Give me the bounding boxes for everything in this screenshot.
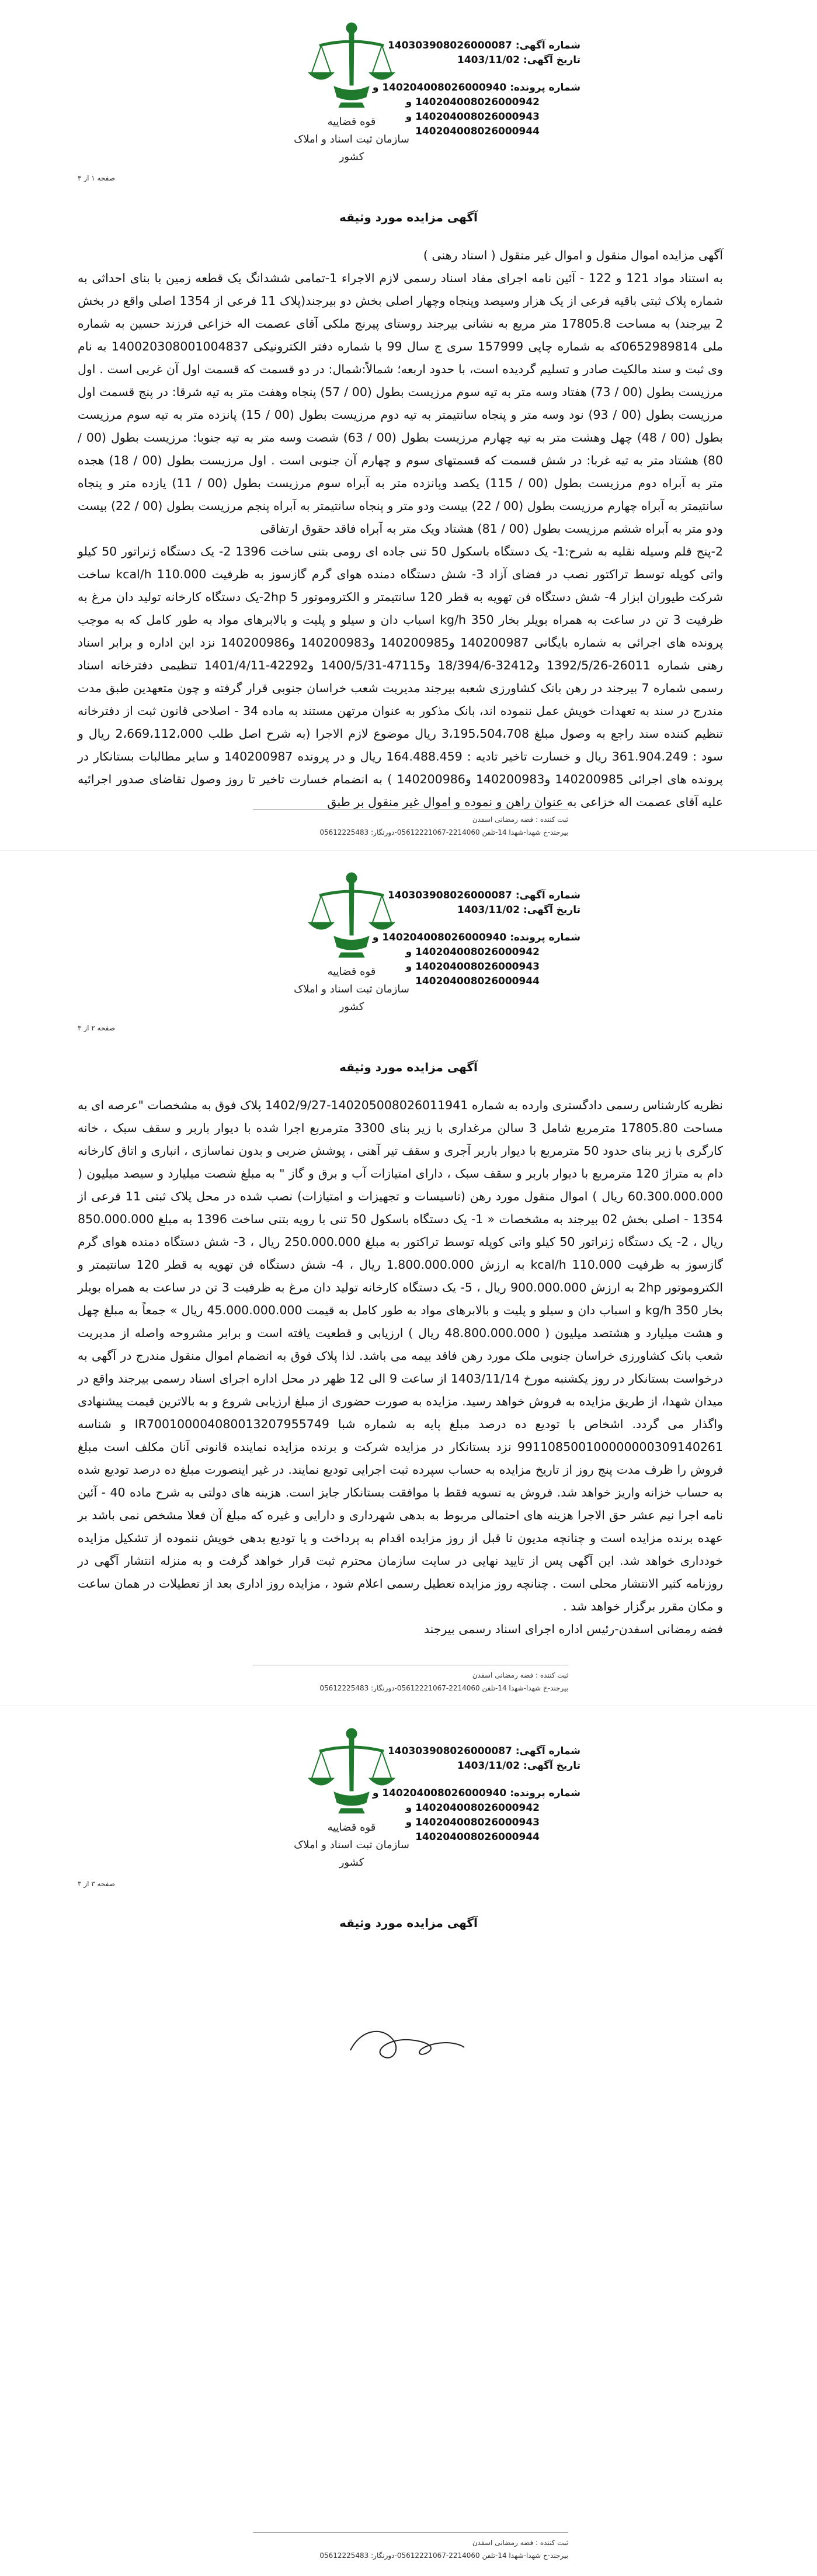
page-number: صفحه ۳ از ۳ <box>78 1880 115 1888</box>
footer-address: بیرجند-خ شهدا-شهدا 14-تلفن 2214060-05612221067-دورنگار: 05612225483 <box>319 2551 568 2560</box>
notice-date: 1403/11/02 <box>457 54 520 66</box>
file-no: 140204008026000940 و <box>372 82 507 93</box>
judiciary-label: قوه قضاییه <box>327 966 376 978</box>
notice-no: 140303908026000087 <box>387 890 512 901</box>
file-no: 140204008026000940 و <box>372 932 507 943</box>
footer-address: بیرجند-خ شهدا-شهدا 14-تلفن 2214060-05612221067-دورنگار: 05612225483 <box>319 1684 568 1692</box>
signature-icon <box>339 2015 479 2079</box>
notice-title: آگهی مزایده مورد وثیقه <box>339 1060 478 1074</box>
signature <box>339 2015 479 2079</box>
judiciary-label: قوه قضاییه <box>327 1821 376 1834</box>
page-2 <box>0 850 817 1706</box>
footer-address: بیرجند-خ شهدا-شهدا 14-تلفن 2214060-05612221067-دورنگار: 05612225483 <box>319 828 568 836</box>
file-no: 140204008026000943 و <box>405 961 540 973</box>
file-no: 140204008026000944 <box>415 1831 540 1843</box>
page-1 <box>0 0 817 850</box>
header <box>0 1721 817 1896</box>
notice-meta <box>373 39 580 139</box>
file-no: 140204008026000944 <box>415 975 540 987</box>
notice-date-label: تاریخ آگهی: <box>523 904 580 916</box>
file-no: 140204008026000944 <box>415 126 540 137</box>
page-number: صفحه ۲ از ۳ <box>78 1024 115 1032</box>
org-name: سازمان ثبت اسناد و املاک کشور <box>294 983 409 1013</box>
notice-title: آگهی مزایده مورد وثیقه <box>339 210 478 224</box>
footer <box>253 809 568 839</box>
file-no: 140204008026000942 و <box>405 1802 540 1814</box>
file-no-label: شماره پرونده: <box>510 82 580 93</box>
file-no: 140204008026000940 و <box>372 1787 507 1799</box>
header <box>0 865 817 1040</box>
file-no-label: شماره پرونده: <box>510 932 580 943</box>
notice-no: 140303908026000087 <box>387 40 512 51</box>
footer-registrar: ثبت کننده : فضه رمضانی اسفدن <box>472 1671 568 1679</box>
file-no: 140204008026000943 و <box>405 1817 540 1828</box>
notice-body: نظریه کارشناس رسمی دادگستری وارده به شماره 140205008026011941-1402/9/27 پلاک فوق به مشخصات "عرصه ای به مساحت 17805.80 مترمربع شامل 3 سالن مرغداری با زیر بنای 3300 مترمربع اجرا شده با دیوار باربر و سقف سبک ، خانه کارگری با زیر بنای حدود 50 مترمربع با دیوار باربر آجری و سقف تیر آهنی ، پوشش ضربی و بدون نماسازی ، انباری و اتاق کارخانه دام به متراژ 120 مترمربع با دیوار باربر و سقف سبک ، دارای امتیازات آب و برق و گاز " به مبلغ شصت میلیارد و سیصد میلیون ( 60.300.000.000 ریال ) اموال منقول مورد رهن (تاسیسات و تجهیزات و امتیازات) نصب شده در محل پلاک ثبتی 11 فرعی از 1354 - اصلی بخش 02 بیرجند به مشخصات « 1- یک دستگاه باسکول 50 تنی با رویه بتنی ساخت 1396 به مبلغ 850.000.000 ریال ، 2- یک دستگاه ژنراتور 50 کیلو واتی کوپله توسط تراکتور به مبلغ 250.000.000 ریال ، 3- شش دستگاه دمنده هوای گرم گازسوز به ظرفیت 110.000 kcal/h به ارزش 1.800.000.000 ریال ، 4- شش دستگاه فن تهویه به قطر 120 سانتیمتر و الکتروموتور 2hp به ارزش 900.000.000 ریال ، 5- یک دستگاه کارخانه تولید دان مرغ به ظرفیت 3 تن در ساعت به همراه بویلر بخار 350 kg/h و اسباب دان و سیلو و پلیت و بالابرهای مواد به طور کامل به قیمت 45.000.000.000 ریال » جمعاً به مبلغ چهل و هشت میلیارد و هشتصد میلیون ( 48.800.000.000 ریال ) ارزیابی و قطعیت یافته است و برابر مشروحه واصله از مدیریت شعب بانک کشاورزی خراسان جنوبی ملک مورد رهن فاقد بیمه می باشد. لذا پلاک فوق به انضمام اموال منقول مندرج در آگهی به درخواست بستانکار در روز یکشنبه مورخ 1403/11/14 از ساعت 9 الی 12 ظهر در محل اداره اجرای اسناد رسمی بیرجند واقع در میدان شهدا، از طریق مزایده به فروش خواهد رسید. مزایده به صورت حضوری از مبلغ ارزیابی شروع و به بالاترین قیمت پیشنهادی واگذار می گردد. اشخاص با تودیع ده درصد مبلغ پایه به شماره شبا IR700100004080013207955749 و شناسه 991108500100000000309140261 نزد بستانکار در مزایده شرکت و برنده مزایده نماینده قانونی آنان مکلف است مبلغ فروش را ظرف مدت پنج روز از تاریخ مزایده به حساب سپرده ثبت اجرایی تودیع نمایند. در غیر اینصورت مبلغ ده درصد تودیع شده به حساب خزانه واریز خواهد شد. فروش به تسویه فقط با موافقت بستانکار جایز است. هزینه های دولتی به شرح ماده 40 - آئین نامه اجرا نیم عشر حق الاجرا هزینه های احتمالی مربوط به بدهی شهرداری و دارایی و غیره که مبلغ آن فعلا مشخص نمی باشد بر عهده برنده مزایده است و چنانچه مدیون تا قبل از روز مزایده اقدام به پرداخت و یا تودیع بدهی خویش ننموده از تشکیل مزایده خودداری خواهد شد. این آگهی پس از تایید نهایی در سایت سازمان محترم ثبت قرار خواهد گرفت و به منزله انتشار آگهی در روزنامه کثیر الانتشار محلی است . چنانچه روز مزایده تعطیل رسمی اعلام شود ، مزایده روز اداری بعد از تعطیلات در همان ساعت و مکان مقرر برگزار خواهد شد . فضه رمضانی اسفدن-رئیس اداره اجرای اسناد رسمی بیرجند <box>78 1098 724 1636</box>
footer-registrar: ثبت کننده : فضه رمضانی اسفدن <box>472 815 568 824</box>
footer-registrar: ثبت کننده : فضه رمضانی اسفدن <box>472 2539 568 2547</box>
org-name: سازمان ثبت اسناد و املاک کشور <box>294 133 409 163</box>
notice-date: 1403/11/02 <box>457 904 520 916</box>
file-no-label: شماره پرونده: <box>510 1787 580 1799</box>
footer <box>253 2532 568 2562</box>
file-no: 140204008026000942 و <box>405 96 540 108</box>
notice-meta <box>373 1744 580 1845</box>
notice-no: 140303908026000087 <box>387 1745 512 1757</box>
org-name: سازمان ثبت اسناد و املاک کشور <box>294 1839 409 1869</box>
file-no: 140204008026000943 و <box>405 111 540 123</box>
page-3 <box>0 1706 817 2576</box>
notice-date: 1403/11/02 <box>457 1760 520 1772</box>
judiciary-label: قوه قضاییه <box>327 116 376 128</box>
header <box>0 15 817 190</box>
notice-meta <box>373 888 580 989</box>
page-number: صفحه ۱ از ۳ <box>78 174 115 182</box>
file-no: 140204008026000942 و <box>405 946 540 958</box>
notice-no-label: شماره آگهی: <box>515 40 580 51</box>
notice-body: آگهی مزایده اموال منقول و اموال غیر منقول ( اسناد رهنی ) به استناد مواد 121 و 122 - آئین نامه اجرای مفاد اسناد رسمی لازم الاجراء 1-تمامی ششدانگ یک قطعه زمین با بنای احداثی به شماره پلاک ثبتی باقیه فرعی از یک هزار وسیصد وپنجاه وچهار اصلی بخش دو بیرجند(پلاک 11 فرعی از 1354 اصلی واقع در بخش 2 بیرجند) به مساحت 17805.8 متر مربع به نشانی بیرجند روستای پیرنج ملکی آقای عصمت اله خزاعی فرزند حسین به شماره ملی 0652989814که به شماره چاپی 157999 سری ج سال 99 با شماره دفتر الکترونیکی 140020308001004837 به نام وی ثبت و سند مالکیت صادر و تسلیم گردیده است، با حدود اربعه؛ شمالاً:شمال: در دو قسمت که قسمت اول آن غربی است . اول مرزیست بطول (00 / 73) هفتاد وسه متر به تیه سوم مرزیست بطول (00 / 57) پنجاه وهفت متر به تیه شرقا: در پنج قسمت اول مرزیست بطول (00 / 93) نود وسه متر و پنجاه سانتیمتر به تیه دوم مرزیست بطول (00 / 15) پانزده متر به تیه سوم مرزیست بطول (00 / 48) چهل وهشت متر به تیه چهارم مرزیست بطول (00 / 63) شصت وسه متر به تیه جنوبا: مرزیست بطول (00 / 80) هشتاد متر به تیه غربا: در شش قسمت که قسمتهای سوم و چهارم آن جنوبی است . اول مرزیست بطول (00 / 18) هجده متر به آبراه دوم مرزیست بطول (00 / 115) یکصد وپانزده متر به آبراه سوم مرزیست بطول (00 / 11) یازده متر و پنجاه سانتیمتر به آبراه چهارم مرزیست بطول (00 / 22) بیست ودو متر و پنجاه سانتیمتر به آبراه پنجم مرزیست بطول (00 / 22) بیست ودو متر به آبراه ششم مرزیست بطول (00 / 81) هشتاد ویک متر به آبراه فاقد حقوق ارتفاقی 2-پنج قلم وسیله نقلیه به شرح:1- یک دستگاه باسکول 50 تنی جاده ای رومی بتنی ساخت 1396 2- یک دستگاه ژنراتور 50 کیلو واتی کوپله توسط تراکتور نصب در فضای آزاد 3- شش دستگاه دمنده هوای گرم گازسوز به ظرفیت 110.000 kcal/h ساخت شرکت طیوران ابزار 4- شش دستگاه فن تهویه به قطر 120 سانتیمتر و الکتروموتور 2hp 5-یک دستگاه کارخانه تولید دان مرغ به ظرفیت 3 تن در ساعت به همراه بویلر بخار 350 kg/h اسباب دان و سیلو و پلیت و بالابرهای مواد به طور کامل که به موجب پرونده های اجرائی به شماره بایگانی 140200987 و140200985 و140200983 و140200986 نزد این اداره و برابر اسناد رهنی شماره 26011-1392/5/26 و32412-18/394/6 و47115-1400/5/31 و42292-1401/4/11 تنظیمی دفترخانه اسناد رسمی شماره 7 بیرجند در رهن بانک کشاورزی شعبه بیرجند مدیریت شعب خراسان جنوبی قرار گرفته و چون متعهدین طبق مدت مندرج در سند به تعهدات خویش عمل ننموده اند، بانک مذکور به عنوان مرتهن مستند به ماده 34 - اصلاحی قانون ثبت از دفترخانه تنظیم کننده سند راجع به وصول مبلغ 3،195،504،708 ریال موضوع لازم الاجرا (به شرح اصل طلب 2،669،112،000 ریال و سود : 361.904.249 ریال و خسارت تاخیر تادیه : 164.488.459 ریال و در پرونده 140200987 و سایر مطالبات بستانکار در پرونده های اجرائی 140200985 و140200983 و140200986 ) به انضمام خسارت تاخیر تا روز وصول تقاضای صدور اجرائیه علیه آقای عصمت اله خزاعی به عنوان راهن و نموده و اموال غیر منقول بر طبق <box>78 248 724 809</box>
footer <box>253 1665 568 1695</box>
notice-no-label: شماره آگهی: <box>515 890 580 901</box>
notice-title: آگهی مزایده مورد وثیقه <box>339 1916 478 1930</box>
notice-no-label: شماره آگهی: <box>515 1745 580 1757</box>
notice-date-label: تاریخ آگهی: <box>523 54 580 66</box>
notice-date-label: تاریخ آگهی: <box>523 1760 580 1772</box>
